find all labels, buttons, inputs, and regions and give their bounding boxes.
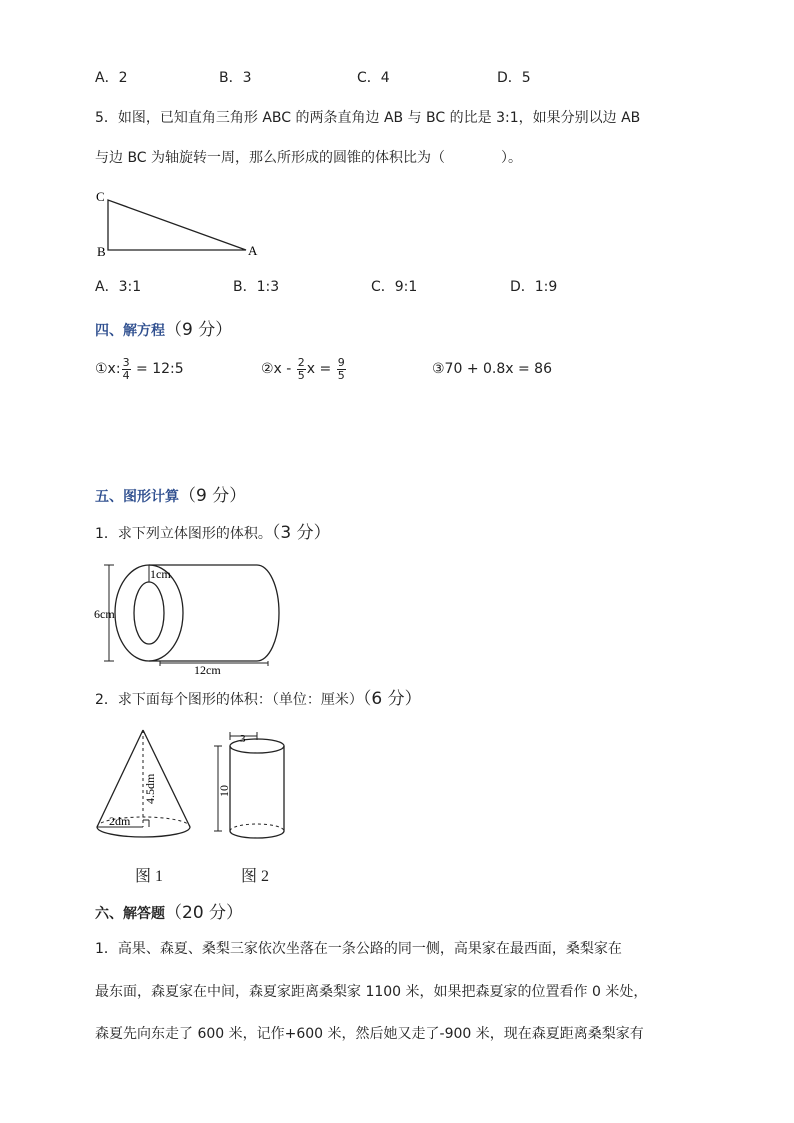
label-height: 4.5dm (143, 773, 157, 804)
section6-title: 六、解答题 (95, 906, 165, 922)
section6-q1-line2: 最东面，森夏家在中间，森夏家距离桑梨家 1100 米，如果把森夏家的位置看作 0 米处， (95, 984, 648, 1000)
section6-score: （20 分） (165, 903, 244, 923)
cone-figure (92, 726, 202, 846)
section5-q1-score: （3 分） (271, 523, 331, 543)
section5-q2-score: （6 分） (362, 689, 422, 709)
eq2-fraction-1 (297, 357, 306, 382)
section6-q1-line1: 1．高果、森夏、桑梨三家依次坐落在一条公路的同一侧，高果家在最西面，桑梨家在 (95, 941, 622, 957)
q5-text-line2: 与边 BC 为轴旋转一周，那么所形成的圆锥的体积比为（ ）。 (95, 150, 523, 166)
section5-q1-text: 1．求下列立体图形的体积。 (95, 526, 272, 542)
section5-q2 (95, 690, 422, 709)
cone-base-front (97, 827, 190, 837)
figure-2-caption: 图 2 (241, 868, 270, 885)
q5-option-a[interactable]: A．3:1 (95, 279, 142, 295)
section5-q2-text: 2．求下面每个图形的体积：（单位：厘米） (95, 692, 363, 708)
cylinder-top (230, 739, 284, 753)
label-6cm: 6cm (94, 607, 115, 621)
section6-q1-line3: 森夏先向东走了 600 米，记作+600 米，然后她又走了-900 米，现在森夏距离桑梨家有 (95, 1026, 644, 1042)
section5-title: 五、图形计算 (95, 489, 179, 505)
q4-option-d[interactable]: D．5 (497, 70, 531, 86)
q5-option-d[interactable]: D．1:9 (510, 279, 558, 295)
label-a: A (248, 243, 258, 258)
q4-option-c[interactable]: C．4 (357, 70, 390, 86)
eq1-prefix: ①x: (95, 361, 121, 377)
label-1cm: 1cm (150, 567, 171, 581)
q5-text-line1: 5．如图，已知直角三角形 ABC 的两条直角边 AB 与 BC 的比是 3:1，如果分别以边 AB (95, 110, 641, 126)
q4-option-a[interactable]: A．2 (95, 70, 128, 86)
label-c: C (96, 189, 105, 204)
eq2-denominator-2: 5 (337, 368, 345, 382)
eq2-numerator-1: 2 (297, 355, 305, 369)
q5-option-b[interactable]: B．1:3 (233, 279, 280, 295)
eq2-prefix: ②x - (261, 361, 296, 377)
label-side-10: 10 (217, 785, 231, 797)
eq1-suffix: = 12:5 (131, 361, 184, 377)
section4-title: 四、解方程 (95, 323, 165, 339)
section4-score: （9 分） (165, 320, 233, 340)
equation-1 (95, 355, 184, 383)
eq1-fraction (122, 357, 131, 382)
hollow-cylinder-figure (92, 560, 292, 678)
triangle-abc-figure (92, 186, 272, 258)
cylinder-bottom-front (230, 831, 284, 838)
section4-heading (95, 315, 232, 340)
eq1-denominator: 4 (122, 368, 130, 382)
cylinder-front-inner (134, 582, 164, 644)
eq1-numerator: 3 (122, 355, 130, 369)
equation-3: ③70 + 0.8x = 86 (432, 361, 552, 377)
eq2-middle: x = (306, 361, 336, 377)
cylinder-bottom-back (230, 824, 284, 831)
label-radius: 2dm (109, 814, 131, 828)
label-top-3: 3 (240, 733, 246, 745)
equation-2 (261, 355, 347, 383)
cylinder-back-arc (257, 565, 279, 661)
eq2-fraction-2 (337, 357, 346, 382)
section5-heading (95, 481, 246, 506)
cylinder-figure (212, 730, 292, 845)
q5-option-c[interactable]: C．9:1 (371, 279, 418, 295)
section5-score: （9 分） (179, 486, 247, 506)
section6-heading (95, 898, 243, 923)
eq2-numerator-2: 9 (337, 355, 345, 369)
label-12cm: 12cm (194, 663, 221, 677)
section5-q1 (95, 524, 331, 543)
label-b: B (97, 244, 106, 258)
eq2-denominator-1: 5 (297, 368, 305, 382)
q4-option-b[interactable]: B．3 (219, 70, 252, 86)
triangle-shape (108, 200, 246, 250)
figure-1-caption: 图 1 (135, 868, 164, 885)
